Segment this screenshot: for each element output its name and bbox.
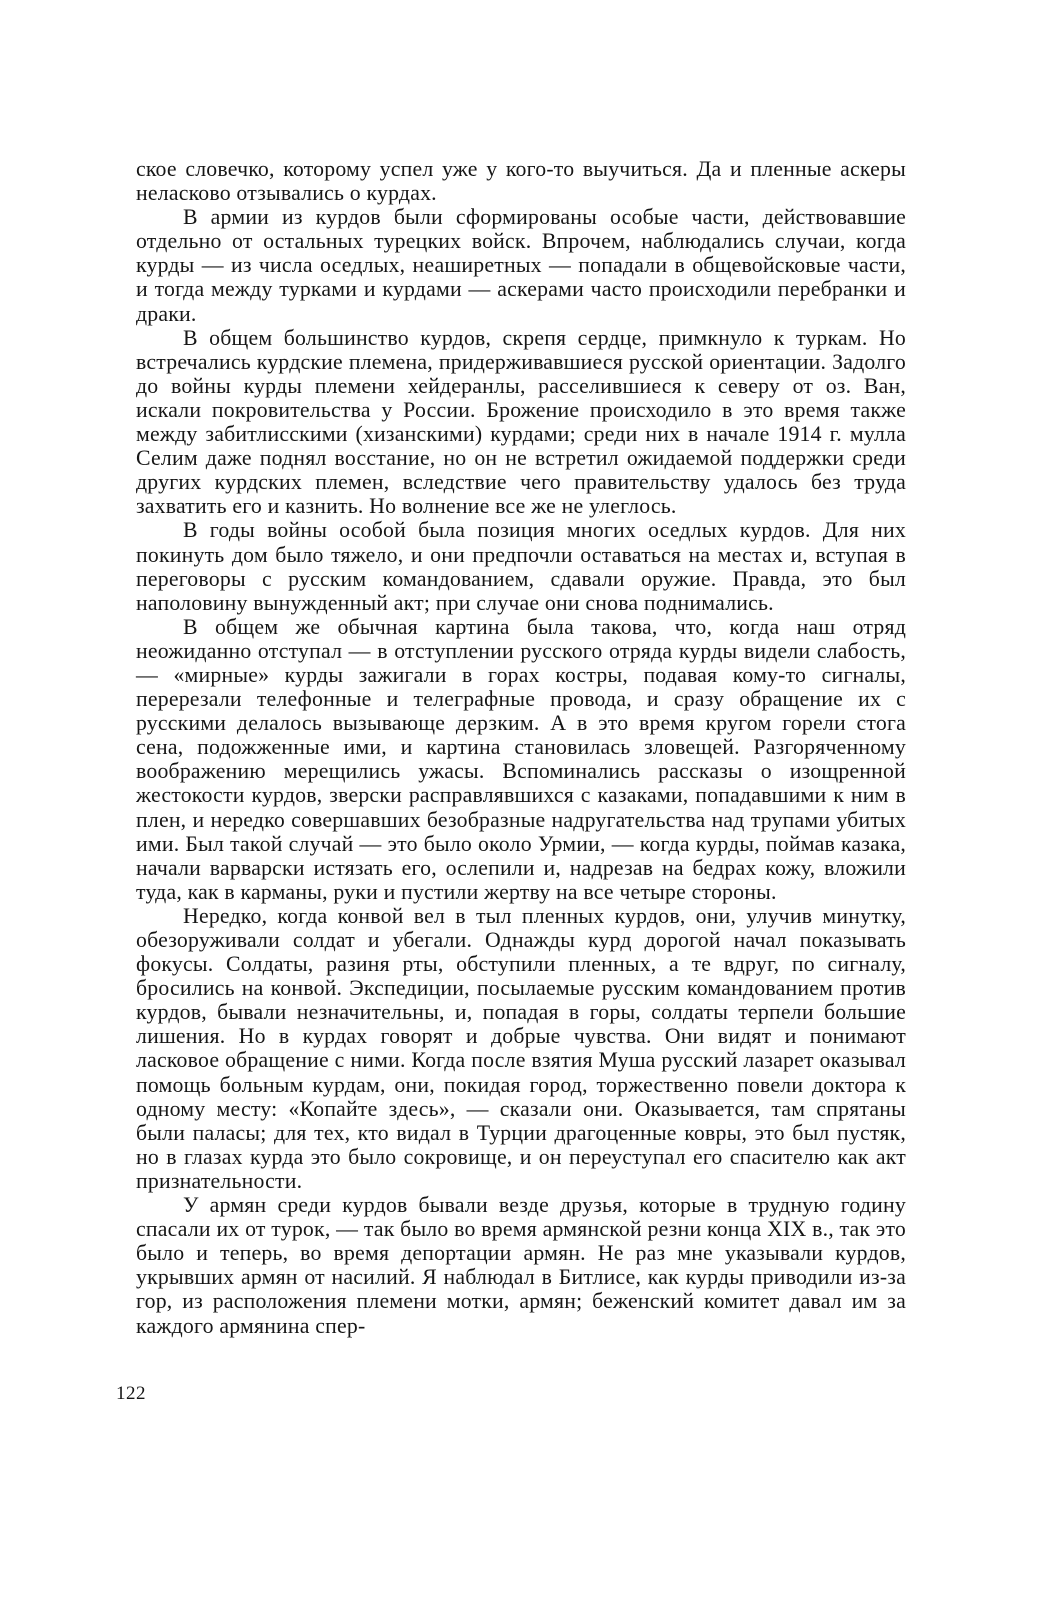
paragraph-continuation: ское словечко, которому успел уже у кого-то выучиться. Да и пленные аскеры неласково отзывались о курдах. bbox=[136, 157, 906, 206]
paragraph-convoy-escape: Нередко, когда конвой вел в тыл пленных курдов, они, улучив минутку, обезоруживали солдат и убегали. Однажды курд дорогой начал показывать фокусы. Солдаты, разиня рты, обступили пленных, а те вдруг, по сигналу, бросились на конвой. Экспедиции, посылаемые русским командованием против курдов, бывали незначительны, и, попадая в горы, солдаты терпели большие лишения. Но в курдах говорят и добрые чувства. Они видят и понимают ласковое обращение с ними. Когда после взятия Муша русский лазарет оказывал помощь больным курдам, они, покидая город, торжественно повели доктора к одному месту: «Копайте здесь», — сказали они. Оказывается, там спрятаны были паласы; для тех, кто видал в Турции драгоценные ковры, это был пустяк, но в глазах курда это было сокровище, и он переуступал его спасителю как акт признательности. bbox=[136, 903, 906, 1193]
paragraph-armenian-friends: У армян среди курдов бывали везде друзья, которые в трудную годину спасали их от турок, — так было во время армянской резни конца XIX в., так это было и теперь, во время депортации армян. Не раз мне указывали курдов, укрывших армян от насилий. Я наблюдал в Битлисе, как курды приводили из-за гор, из расположения племени мотки, армян; беженский комитет давал им за каждого армянина спер- bbox=[136, 1193, 906, 1338]
paragraph-retreat-picture: В общем же обычная картина была такова, что, когда наш отряд неожиданно отступал — в отступлении русского отряда курды видели слабость, — «мирные» курды зажигали в горах костры, подавая кому-то сигналы, перерезали телефонные и телеграфные провода, и сразу обращение их с русскими делалось вызывающе дерзким. А в это время кругом горели стога сена, подожженные ими, и картина становилась зловещей. Разгоряченному воображению мерещились ужасы. Вспоминались рассказы о изощренной жестокости курдов, зверски расправлявшихся с казаками, попадавшими к ним в плен, и нередко совершавших безобразные надругательства над трупами убитых ими. Был такой случай — это было около Урмии, — когда курды, поймав казака, начали варварски истязать его, ослепили и, надрезав на бедрах кожу, вложили туда, как в карманы, руки и пустили жертву на все четыре стороны. bbox=[136, 614, 906, 904]
paragraph-kurdish-units: В армии из курдов были сформированы особые части, действовавшие отдельно от остальных турецких войск. Впрочем, наблюдались случаи, когда курды — из числа оседлых, неаширетных — попадали в общевойсковые части, и тогда между турками и курдами — аскерами часто происходили перебранки и драки. bbox=[136, 205, 906, 326]
page-text-block bbox=[136, 157, 906, 1338]
paragraph-settled-kurds: В годы войны особой была позиция многих оседлых курдов. Для них покинуть дом было тяжело, и они предпочли оставаться на местах и, вступая в переговоры с русским командованием, сдавали оружие. Правда, это был наполовину вынужденный акт; при случае они снова поднимались. bbox=[136, 518, 906, 615]
paragraph-kurdish-tribes: В общем большинство курдов, скрепя сердце, примкнуло к туркам. Но встречались курдские племена, придерживавшиеся русской ориентации. Задолго до войны курды племени хейдеранлы, расселившиеся к северу от оз. Ван, искали покровительства у России. Брожение происходило в это время также между забитлисскими (хизанскими) курдами; среди них в начале 1914 г. мулла Селим даже поднял восстание, но он не встретил ожидаемой поддержки среди других курдских племен, вследствие чего правительству удалось без труда захватить его и казнить. Но волнение все же не улеглось. bbox=[136, 325, 906, 519]
page-number: 122 bbox=[116, 1383, 146, 1404]
